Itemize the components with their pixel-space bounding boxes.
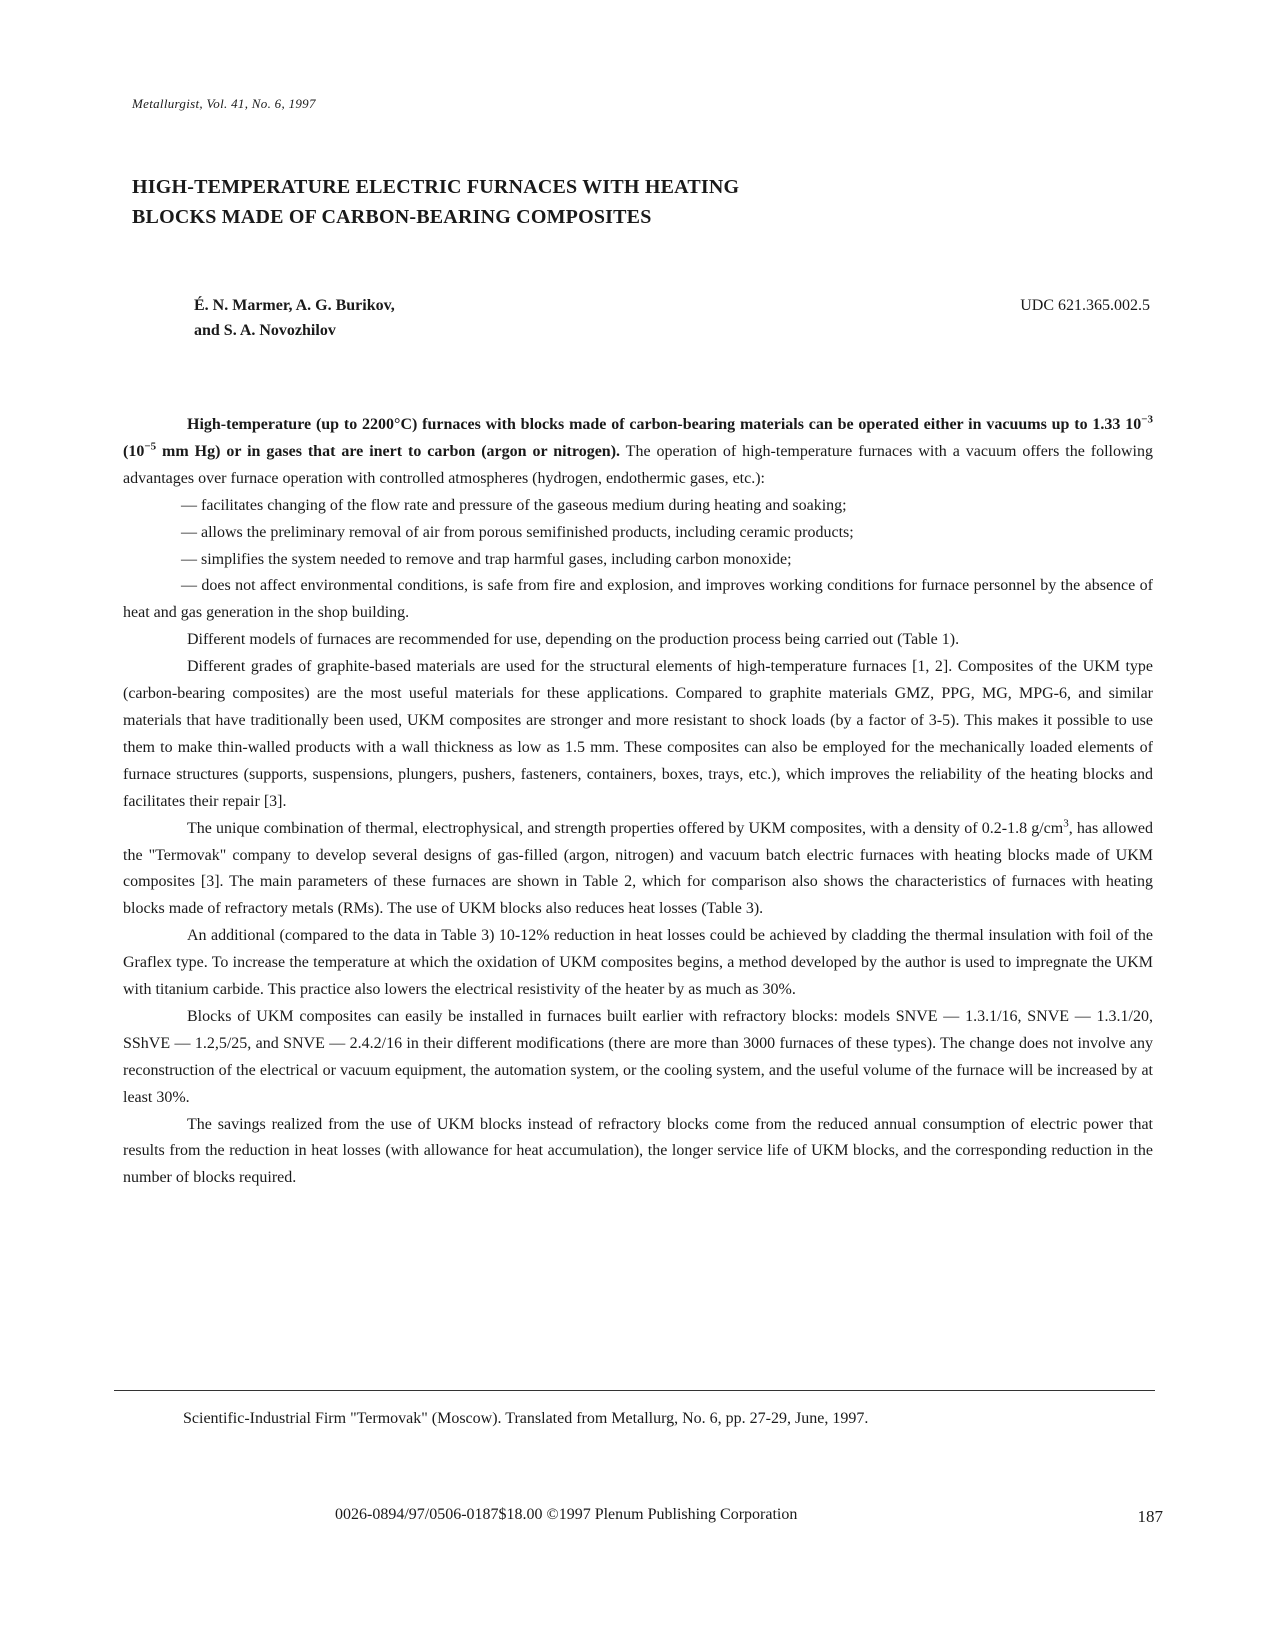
footnote-divider (114, 1390, 1155, 1391)
exponent-2: −5 (144, 440, 157, 453)
paragraph-4-a: The unique combination of thermal, electrophysical, and strength properties offered by UKM composites, with a density of 0.2-1.8 g/cm (187, 819, 1064, 837)
author-list (194, 293, 395, 343)
copyright-line: 0026-0894/97/0506-0187$18.00 ©1997 Plenum Publishing Corporation (335, 1506, 798, 1523)
list-item-4: — does not affect environmental conditions, is safe from fire and explosion, and improves working conditions for furnace personnel by the absence of heat and gas generation in the shop building. (123, 577, 1153, 622)
list-item-1: — facilitates changing of the flow rate and pressure of the gaseous medium during heating and soaking; (181, 496, 847, 514)
journal-citation: Metallurgist, Vol. 41, No. 6, 1997 (132, 96, 316, 111)
list-item-3: — simplifies the system needed to remove and trap harmful gases, including carbon monoxide; (181, 550, 792, 568)
exponent-1: −3 (1141, 413, 1153, 426)
title-line-2: BLOCKS MADE OF CARBON-BEARING COMPOSITES (132, 206, 652, 228)
paragraph-3: Different grades of graphite-based materials are used for the structural elements of high-temperature furnaces [1, 2]. Composites of the UKM type (carbon-bearing composites) are the most useful materials for these applications. Compared to graphite materials GMZ, PPG, MG, MPG-6, and similar materials that have traditionally been used, UKM composites are stronger and more resistant to shock loads (by a factor of 3-5). This makes it possible to use them to make thin-walled products with a wall thickness as low as 1.5 mm. These composites can also be employed for the mechanically loaded elements of furnace structures (supports, suspensions, plungers, pushers, fasteners, containers, boxes, trays, etc.), which improves the reliability of the heating blocks and facilitates their repair [3]. (123, 658, 1153, 810)
abstract-bold-b: (10 (123, 442, 145, 460)
paragraph-7: The savings realized from the use of UKM blocks instead of refractory blocks come from the reduced annual consumption of electric power that results from the reduction in heat losses (with allowance for heat accumulation), the longer service life of UKM blocks, and the corresponding reduction in the number of blocks required. (123, 1115, 1153, 1187)
paragraph-6: Blocks of UKM composites can easily be installed in furnaces built earlier with refractory blocks: models SNVE — 1.3.1/16, SNVE — 1.3.1/20, SShVE — 1.2,5/25, and SNVE — 2.4.2/16 in their different modifications (there are more than 3000 furnaces of these types). The change does not involve any reconstruction of the electrical or vacuum equipment, the automation system, or the cooling system, and the useful volume of the furnace will be increased by at least 30%. (123, 1007, 1153, 1106)
article-title (132, 172, 1032, 232)
list-item-2: — allows the preliminary removal of air from porous semifinished products, including ceramic products; (181, 523, 854, 541)
paragraph-4 (123, 816, 1153, 924)
paragraph-4-b: , has allowed the "Termovak" company to develop several designs of gas-filled (argon, nitrogen) and vacuum batch electric furnaces with heating blocks made of UKM composites [3]. The main parameters of these furnaces are shown in Table 2, which for comparison also shows the characteristics of furnaces with heating blocks made of refractory metals (RMs). The use of UKM blocks also reduces heat losses (Table 3). (123, 819, 1153, 918)
paragraph-abstract (123, 412, 1153, 493)
paragraph-2: Different models of furnaces are recommended for use, depending on the production process being carried out (Table 1). (187, 631, 960, 649)
abstract-rest: The operation of high-temperature furnaces with a vacuum offers the following advantages over furnace operation with controlled atmospheres (hydrogen, endothermic gases, etc.): (123, 442, 1153, 487)
exponent-3: 3 (1063, 817, 1069, 830)
page-number: 187 (1137, 1507, 1163, 1526)
article-body (123, 412, 1153, 1192)
authors-line-2: and S. A. Novozhilov (194, 322, 336, 339)
abstract-bold-a: High-temperature (up to 2200°C) furnaces with blocks made of carbon-bearing materials can be operated either in vacuums up to 1.33 10 (187, 416, 1142, 433)
authors-line-1: É. N. Marmer, A. G. Burikov, (194, 297, 395, 314)
footnote-affiliation: Scientific-Industrial Firm "Termovak" (Moscow). Translated from Metallurg, No. 6, pp. 27-29, June, 1997. (183, 1410, 869, 1427)
udc-code: UDC 621.365.002.5 (1020, 297, 1150, 314)
abstract-bold-c: mm Hg) or in gases that are inert to carbon (argon or nitrogen). (156, 442, 621, 460)
paragraph-5: An additional (compared to the data in Table 3) 10-12% reduction in heat losses could be achieved by cladding the thermal insulation with foil of the Graflex type. To increase the temperature at which the oxidation of UKM composites begins, a method developed by the author is used to impregnate the UKM with titanium carbide. This practice also lowers the electrical resistivity of the heater by as much as 30%. (123, 927, 1153, 999)
title-line-1: HIGH-TEMPERATURE ELECTRIC FURNACES WITH HEATING (132, 176, 740, 198)
